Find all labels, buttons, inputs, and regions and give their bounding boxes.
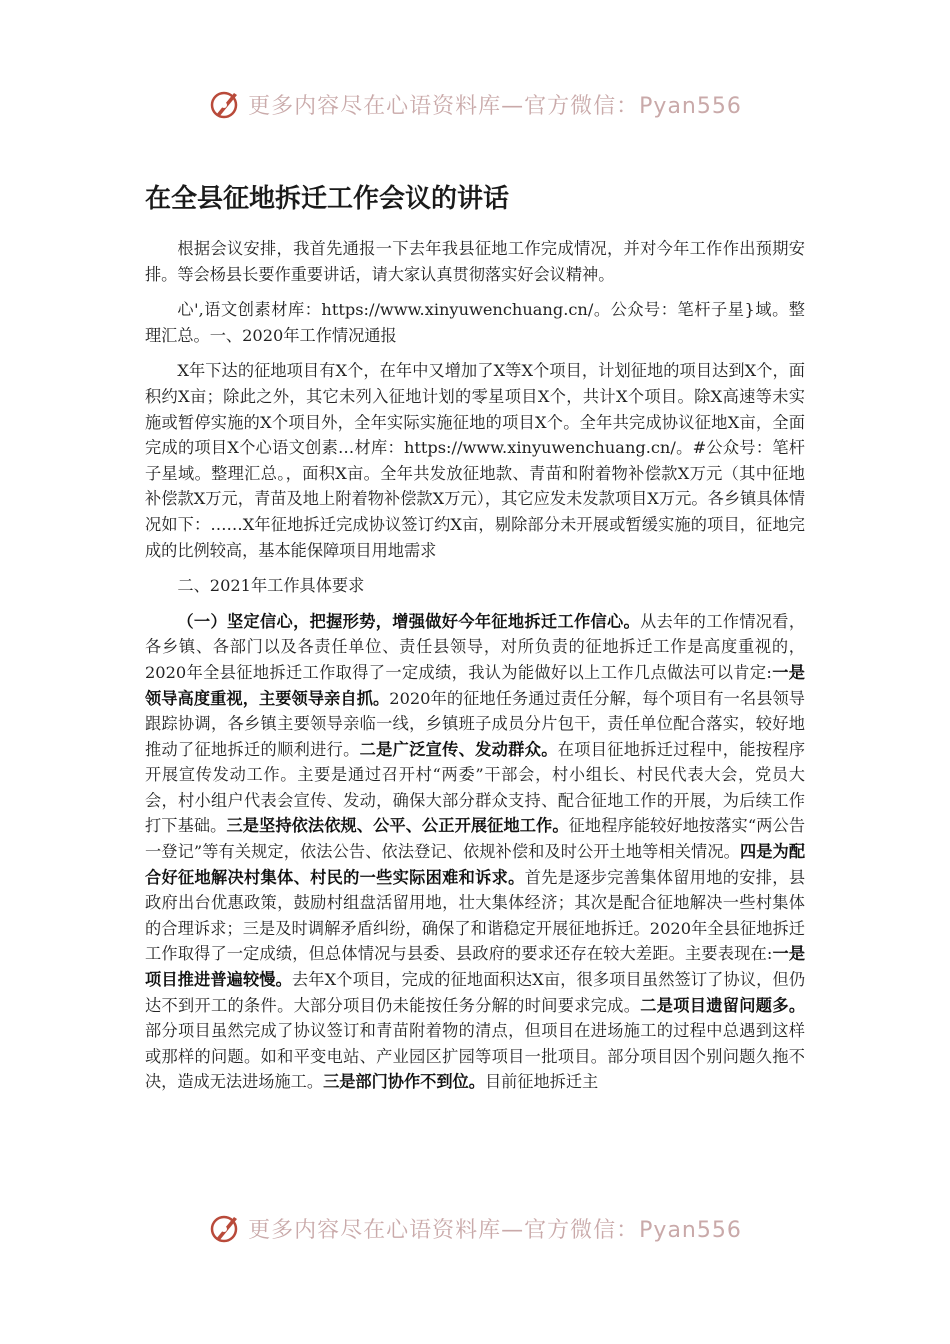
bold-segment: 四是为配合好征地解决村集体、村民的一些实际困难和诉求。 bbox=[145, 842, 806, 887]
banner-text bbox=[248, 89, 742, 120]
banner-main-text: 更多内容尽在心语资料库 bbox=[248, 93, 502, 119]
bold-segment: 二是项目遗留问题多。 bbox=[640, 995, 806, 1015]
text-segment: 征地程序能较好地按落实“两公告一登记”等有关规定，依法公告、依法登记、依规补偿和及时公开土地等相关情况。 bbox=[145, 816, 806, 862]
text-segment: 目前征地拆迁主 bbox=[484, 1072, 599, 1092]
text-segment: 去年X个项目，完成的征地面积达X亩，很多项目虽然签订了协议，但仍达不到开工的条件。大部分项目仍未能按任务分解的时间要求完成。 bbox=[145, 970, 806, 1015]
paragraph bbox=[145, 573, 805, 599]
text-segment: 根据会议安排，我首先通报一下去年我县征地工作完成情况，并对今年工作作出预期安排。等会杨县长要作重要讲话，请大家认真贯彻落实好会议精神。 bbox=[145, 239, 805, 284]
bold-segment: （一）坚定信心，把握形势，增强做好今年征地拆迁工作信心。 bbox=[177, 611, 641, 631]
text-segment: X年下达的征地项目有X个，在年中又增加了X等X个项目，计划征地的项目达到X个，面积约X亩；除此之外，其它未列入征地计划的零星项目X个，共计X个项目。除X高速等未实施或暂停实施的X个项目外，全年实际实施征地的项目X个。全年共完成协议征地X亩，全面完成的项目X个心语文创素…材库：https://www.xinyuwenchuang.cn/。#公众号：笔杆子星域。整理汇总。，面积X亩。全年共发放征地款、青苗和附着物补偿款X万元（其中征地补偿款X万元，青苗及地上附着物补偿款X万元），其它应发未发款项目X万元。各乡镇具体情况如下：……X年征地拆迁完成协议签订约X亩，剔除部分未开展或暂缓实施的项目，征地完成的比例较高，基本能保障项目用地需求 bbox=[145, 361, 805, 560]
bold-segment: 一是领导高度重视，主要领导亲自抓。 bbox=[145, 662, 805, 708]
text-segment: 在项目征地拆迁过程中，能按程序开展宣传发动工作。主要是通过召开村“两委”干部会，村小组长、村民代表大会，党员大会，村小组户代表会宣传、发动，确保大部分群众支持、配合征地工作的开展，为后续工作打下基础。 bbox=[145, 739, 806, 836]
bold-segment: 一是项目推进普遍较慢。 bbox=[145, 944, 806, 990]
banner-main-text: 更多内容尽在心语资料库 bbox=[248, 1217, 502, 1243]
text-segment: 部分项目虽然完成了协议签订和青苗附着物的清点，但项目在进场施工的过程中总遇到这样或那样的问题。如和平变电站、产业园区扩园等项目一批项目。部分项目因个别问题久拖不决，造成无法进场施工。 bbox=[145, 1021, 805, 1092]
bold-segment: 二是广泛宣传、发动群众。 bbox=[359, 739, 558, 759]
text-segment: 2020年的征地任务通过责任分解，每个项目有一名县领导跟踪协调，各乡镇主要领导亲临一线，乡镇班子成员分片包干，责任单位配合落实，较好地推动了征地拆迁的顺利进行。 bbox=[145, 688, 805, 759]
bold-segment: 三是坚持依法依规、公平、公正开展征地工作。 bbox=[226, 816, 569, 836]
text-segment: 从去年的工作情况看，各乡镇、各部门以及各责任单位、责任县领导，对所负责的征地拆迁工作是高度重视的，2020年全县征地拆迁工作取得了一定成绩，我认为能做好以上工作几点做法可以肯定: bbox=[145, 611, 806, 682]
footer-banner bbox=[0, 1208, 950, 1248]
paragraph bbox=[145, 297, 805, 348]
paragraph bbox=[145, 609, 805, 1095]
banner-separator: — bbox=[501, 1217, 525, 1243]
paragraph bbox=[145, 236, 805, 287]
document-body bbox=[145, 236, 805, 1105]
pen-in-circle-logo-icon bbox=[208, 1211, 242, 1245]
banner-text bbox=[248, 1213, 742, 1244]
text-segment: 二、2021年工作具体要求 bbox=[177, 576, 365, 596]
document-title: 在全县征地拆迁工作会议的讲话 bbox=[145, 184, 510, 214]
bold-segment: 三是部门协作不到位。 bbox=[323, 1072, 485, 1092]
header-banner bbox=[0, 84, 950, 124]
paragraph bbox=[145, 358, 805, 563]
banner-wechat-text: 官方微信：Pyan556 bbox=[524, 1217, 742, 1243]
text-segment: 首先是逐步完善集体留用地的安排，县政府出台优惠政策，鼓励村组盘活留用地，壮大集体经济；其次是配合征地解决一些村集体的合理诉求；三是及时调解矛盾纠纷，确保了和谐稳定开展征地拆迁。2020年全县征地拆迁工作取得了一定成绩，但总体情况与县委、县政府的要求还存在较大差距。主要表现在: bbox=[145, 867, 806, 964]
pen-in-circle-logo-icon bbox=[208, 87, 242, 121]
text-segment: 心',语文创素材库：https://www.xinyuwenchuang.cn/。公众号：笔杆子星}域。整理汇总。一、2020年工作情况通报 bbox=[145, 300, 805, 345]
banner-separator: — bbox=[501, 93, 525, 119]
banner-wechat-text: 官方微信：Pyan556 bbox=[524, 93, 742, 119]
